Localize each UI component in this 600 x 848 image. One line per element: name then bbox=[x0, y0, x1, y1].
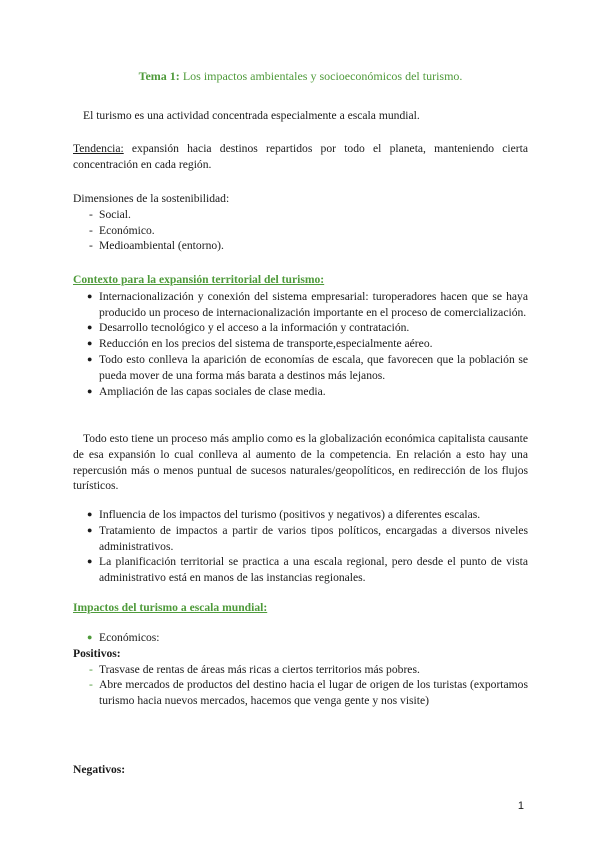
globalizacion-paragraph: Todo esto tiene un proceso más amplio como es la globalización económica capitalista causante de esa expansión lo cual conlleva al aumento de la competencia. En relación a esto hay una repercusión más o menos puntual de sucesos naturales/geopolíticos, en redirección de los flujos turísticos. bbox=[73, 432, 528, 493]
list-item bbox=[73, 677, 528, 709]
bullet-mark: ● bbox=[87, 556, 93, 567]
tendencia-label: Tendencia: bbox=[73, 142, 124, 155]
impactos-list bbox=[73, 507, 528, 586]
bullet-mark: ● bbox=[87, 322, 93, 333]
list-item-text: Medioambiental (entorno). bbox=[99, 239, 224, 253]
bullet-mark: ● bbox=[87, 385, 93, 396]
list-item bbox=[73, 507, 528, 523]
bullet-mark: ● bbox=[87, 632, 93, 642]
list-item-text: La planificación territorial se practica a una escala regional, pero desde el punto de vista administrativo está en manos de las instancias regionales. bbox=[99, 555, 528, 585]
dash-mark: - bbox=[89, 223, 93, 237]
mundial-heading-block bbox=[73, 600, 528, 616]
list-item bbox=[73, 320, 528, 336]
bullet-mark: ● bbox=[87, 338, 93, 349]
dimensiones-heading: Dimensiones de la sostenibilidad: bbox=[73, 192, 230, 205]
list-item bbox=[73, 384, 528, 400]
list-item-text: Reducción en los precios del sistema de transporte,especialmente aéreo. bbox=[99, 337, 433, 351]
list-item bbox=[73, 352, 528, 384]
page-number: 1 bbox=[517, 800, 524, 812]
list-item bbox=[73, 238, 528, 254]
title-text: Los impactos ambientales y socioeconómicos del turismo. bbox=[179, 69, 463, 83]
dash-mark: - bbox=[89, 662, 93, 676]
bullet-mark: ● bbox=[87, 290, 93, 301]
list-item-text: Desarrollo tecnológico y el acceso a la información y contratación. bbox=[99, 321, 410, 335]
tendencia-paragraph bbox=[73, 141, 528, 173]
positivos-label: Positivos: bbox=[73, 646, 121, 660]
economicos-list bbox=[73, 630, 528, 646]
list-item bbox=[73, 662, 528, 678]
list-item bbox=[73, 630, 528, 646]
list-item-text: Todo esto conlleva la aparición de economías de escala, que favorecen que la población se pueda mover de una forma más barata a destinos más lejanos. bbox=[99, 352, 528, 382]
impactos-section bbox=[73, 507, 528, 586]
list-item-text: Internacionalización y conexión del sistema empresarial: turoperadores hacen que se haya producido un proceso de internacionalización importante en el proceso de comercialización. bbox=[99, 289, 528, 319]
intro-paragraph: El turismo es una actividad concentrada especialmente a escala mundial. bbox=[83, 109, 420, 122]
bullet-mark: ● bbox=[87, 353, 93, 364]
list-item bbox=[73, 554, 528, 586]
title-label: Tema 1: bbox=[138, 69, 180, 83]
contexto-heading: Contexto para la expansión territorial del turismo: bbox=[73, 273, 325, 286]
list-item bbox=[73, 336, 528, 352]
positivos-list bbox=[73, 662, 528, 709]
dash-mark: - bbox=[89, 239, 93, 253]
list-item bbox=[73, 523, 528, 555]
tendencia-text: expansión hacia destinos repartidos por todo el planeta, manteniendo cierta concentración en cada región. bbox=[73, 142, 528, 171]
list-item bbox=[73, 207, 528, 223]
dash-mark: - bbox=[89, 207, 93, 221]
list-item-text: Social. bbox=[99, 207, 131, 221]
mundial-heading: Impactos del turismo a escala mundial: bbox=[73, 601, 268, 614]
bullet-mark: ● bbox=[87, 524, 93, 535]
mundial-section bbox=[73, 630, 528, 709]
list-item-text: Económicos: bbox=[99, 631, 160, 644]
contexto-list bbox=[73, 289, 528, 400]
list-item-text: Ampliación de las capas sociales de clase media. bbox=[99, 384, 326, 398]
dimensiones-list bbox=[73, 207, 528, 254]
list-item bbox=[73, 223, 528, 239]
list-item-text: Tratamiento de impactos a partir de varios tipos políticos, encargadas a diversos niveles administrativos. bbox=[99, 523, 528, 553]
list-item-text: Influencia de los impactos del turismo (positivos y negativos) a diferentes escalas. bbox=[99, 508, 481, 521]
dimensiones-section bbox=[73, 191, 528, 254]
page-title bbox=[73, 69, 528, 85]
negativos-label: Negativos: bbox=[73, 763, 126, 776]
contexto-section bbox=[73, 272, 528, 399]
dash-mark: - bbox=[89, 678, 93, 692]
list-item bbox=[73, 289, 528, 321]
list-item-text: Trasvase de rentas de áreas más ricas a ciertos territorios más pobres. bbox=[99, 662, 420, 676]
list-item-text: Económico. bbox=[99, 223, 155, 237]
list-item-text: Abre mercados de productos del destino hacia el lugar de origen de los turistas (exportamos turismo hacia nuevos mercados, hacemos que venga gente y nos visite) bbox=[99, 678, 528, 708]
bullet-mark: ● bbox=[87, 509, 93, 519]
